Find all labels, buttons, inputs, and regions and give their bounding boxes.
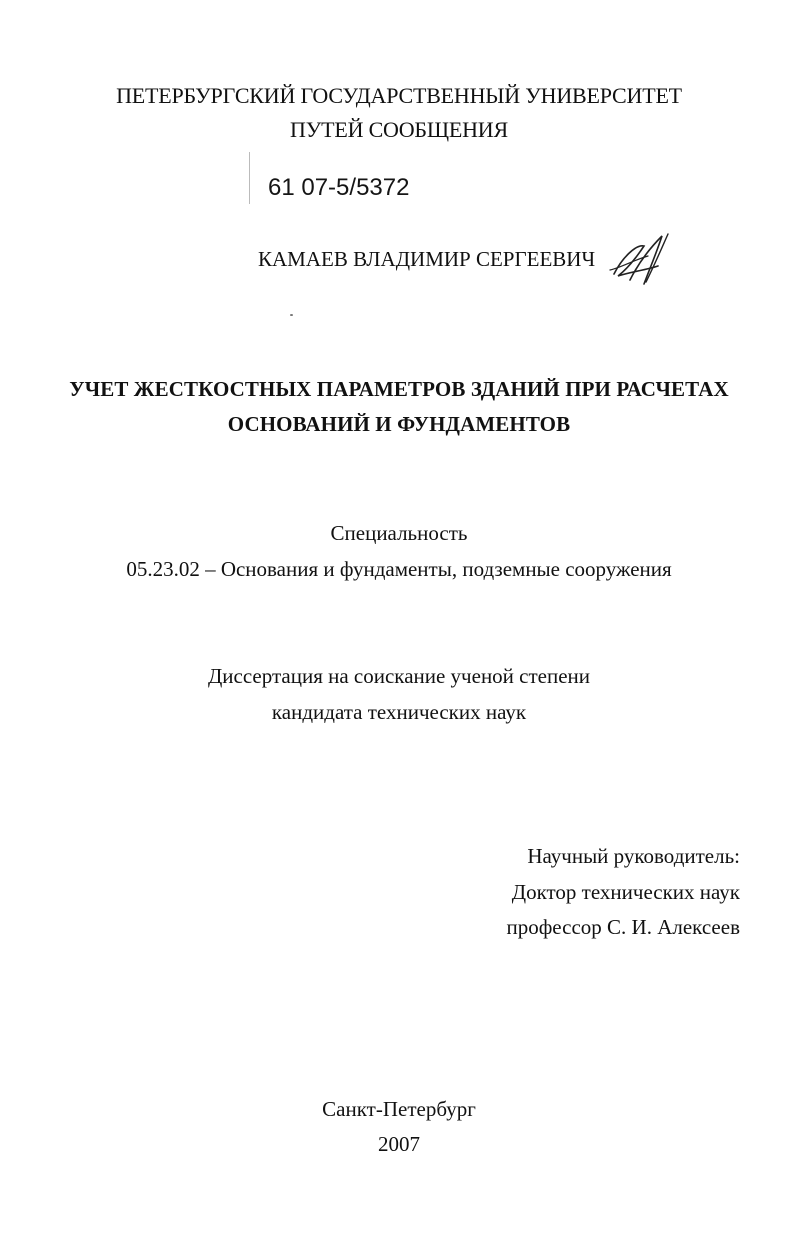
supervisor-degree: Доктор технических наук [511, 880, 740, 904]
supervisor-label: Научный руководитель: [527, 844, 740, 868]
footer-year: 2007 [378, 1132, 420, 1156]
university-name-line1: ПЕТЕРБУРГСКИЙ ГОСУДАРСТВЕННЫЙ УНИВЕРСИТЕТ [116, 83, 682, 108]
scan-mark-line [249, 152, 250, 204]
handwritten-signature [600, 230, 680, 290]
thesis-title-line1: УЧЕТ ЖЕСТКОСТНЫХ ПАРАМЕТРОВ ЗДАНИЙ ПРИ РАСЧЕТАХ [69, 377, 729, 401]
registration-stamp-number: 61 07-5/5372 [268, 174, 410, 201]
thesis-title-line2: ОСНОВАНИЙ И ФУНДАМЕНТОВ [227, 412, 571, 436]
specialty-label: Специальность [330, 521, 468, 545]
specialty-code-name: 05.23.02 – Основания и фундаменты, подземные сооружения [126, 557, 672, 581]
degree-line1: Диссертация на соискание ученой степени [207, 664, 591, 688]
author-name: КАМАЕВ ВЛАДИМИР СЕРГЕЕВИЧ [258, 247, 596, 271]
degree-line2: кандидата технических наук [271, 700, 527, 724]
university-name-line2: ПУТЕЙ СООБЩЕНИЯ [290, 117, 508, 142]
supervisor-name: профессор С. И. Алексеев [506, 915, 740, 939]
footer-city: Санкт-Петербург [322, 1097, 476, 1121]
scan-speck [290, 314, 293, 316]
